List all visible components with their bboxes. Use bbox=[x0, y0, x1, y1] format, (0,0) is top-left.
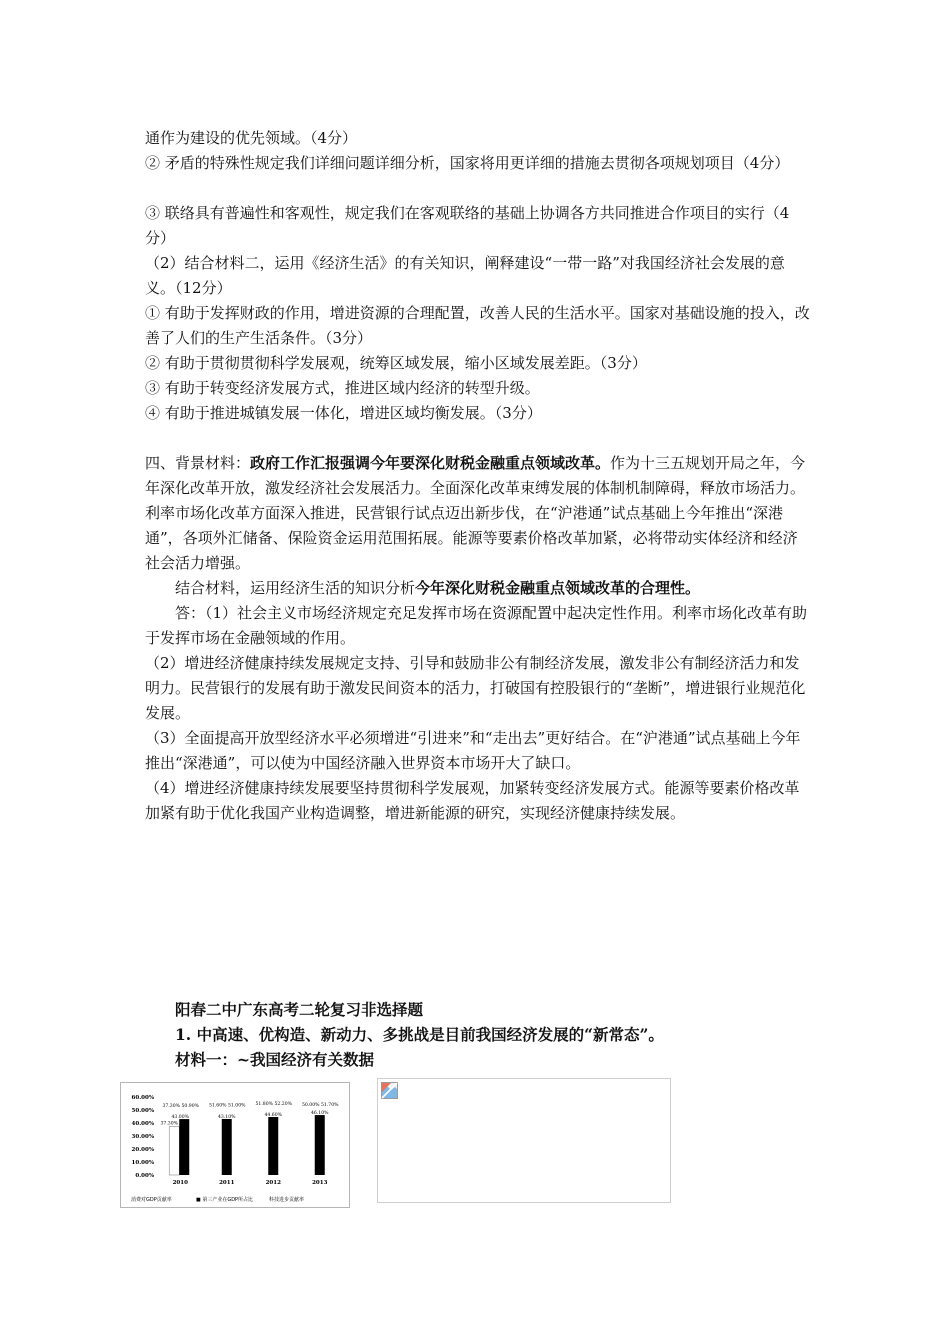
bar-series-2 bbox=[268, 1117, 278, 1175]
data-label: 37.30% bbox=[162, 1103, 181, 1109]
y-tick-label: 60.00% bbox=[131, 1095, 154, 1101]
question-1-title: 1. 中高速、优构造、新动力、多挑战是目前我国经济发展的“新常态”。 bbox=[175, 1025, 664, 1044]
data-label: 51.60% bbox=[208, 1103, 227, 1109]
legend-entry: 消费对GDP贡献率 bbox=[131, 1197, 172, 1203]
legend-entry: 科技进步贡献率 bbox=[269, 1197, 305, 1203]
text-line: ① 有助于发挥财政的作用，增进资源的合理配置，改善人民的生活水平。国家对基础设施的投入，改善了人们的生产生活条件。（3分） bbox=[145, 304, 810, 347]
section4-prefix: 四、背景材料： bbox=[145, 454, 251, 472]
text-line: 通作为建设的优先领域。（4分） bbox=[145, 129, 358, 147]
y-tick-label: 20.00% bbox=[131, 1147, 154, 1153]
data-label: 43.10% bbox=[217, 1114, 236, 1120]
answer-2: （2）增进经济健康持续发展规定支持、引导和鼓励非公有制经济发展，激发非公有制经济活力和发明力。民营银行的发展有助于激发民间资本的活力，打破国有控股银行的“垄断”，增进银行业规范化发展。 bbox=[145, 654, 806, 722]
material-1-title: 材料一：~我国经济有关数据 bbox=[175, 1050, 374, 1069]
data-label: 46.10% bbox=[310, 1111, 329, 1117]
section-title: 阳春二中广东高考二轮复习非选择题 bbox=[175, 1000, 424, 1019]
data-label: 50.00% bbox=[301, 1102, 320, 1108]
text-line: ② 矛盾的特殊性规定我们详细问题详细分析，国家将用更详细的措施去贯彻各项规划项目（4分） bbox=[145, 154, 790, 172]
data-label: 51.70% bbox=[320, 1102, 339, 1108]
data-label: 52.20% bbox=[274, 1102, 293, 1108]
bar-series-2 bbox=[222, 1119, 232, 1175]
text-line: （2）结合材料二，运用《经济生活》的有关知识，阐释建设“一带一路”对我国经济社会发展的意义。（12分） bbox=[145, 254, 785, 297]
text-line: ④ 有助于推进城镇发展一体化，增进区域均衡发展。（3分） bbox=[145, 404, 542, 422]
answer-3: （3）全面提高开放型经济水平必须增进“引进来”和“走出去”更好结合。在“沪港通”试点基础上今年推出“深港通”，可以使为中国经济融入世界资本市场开大了缺口。 bbox=[145, 729, 801, 772]
data-label: 37.30% bbox=[160, 1121, 179, 1127]
bar-chart-svg bbox=[121, 1083, 349, 1207]
answer-4: （4）增进经济健康持续发展要坚持贯彻科学发展观，加紧转变经济发展方式。能源等要素价格改革加紧有助于优化我国产业构造调整，增进新能源的研究，实现经济健康持续发展。 bbox=[145, 779, 800, 822]
data-label: 51.00% bbox=[227, 1103, 246, 1109]
data-label: 50.90% bbox=[181, 1103, 200, 1109]
y-tick-label: 40.00% bbox=[131, 1121, 154, 1127]
economic-data-chart bbox=[120, 1082, 350, 1208]
section4-rest: 作为十三五规划开局之年，今年深化改革开放，激发经济社会发展活力。全面深化改革束缚发展的体制机制障碍，释放市场活力。利率市场化改革方面深入推进，民营银行试点迈出新步伐，在“沪港通”试点基础上今年推出“深港通”，各项外汇储备、保险资金运用范围拓展。能源等要素价格改革加紧，必将带动实体经济和经济社会活力增强。 bbox=[145, 454, 806, 572]
data-label: 43.00% bbox=[171, 1115, 190, 1121]
x-tick-label: 2011 bbox=[219, 1180, 235, 1186]
y-tick-label: 0.00% bbox=[135, 1173, 154, 1179]
y-tick-label: 30.00% bbox=[131, 1134, 154, 1140]
data-label: 51.80% bbox=[255, 1102, 274, 1108]
text-line: ② 有助于贯彻贯彻科学发展观，统筹区域发展，缩小区域发展差距。（3分） bbox=[145, 354, 647, 372]
text-line: ③ 联络具有普遍性和客观性，规定我们在客观联络的基础上协调各方共同推进合作项目的实行（4分） bbox=[145, 204, 790, 247]
bar-series-2 bbox=[179, 1119, 189, 1175]
bar-series-2 bbox=[315, 1115, 325, 1175]
broken-image-icon bbox=[381, 1082, 398, 1099]
section4-background bbox=[145, 451, 810, 576]
x-tick-label: 2010 bbox=[172, 1180, 188, 1186]
bar-series-1 bbox=[169, 1127, 179, 1175]
question-text: 结合材料，运用经济生活的知识分析 bbox=[175, 579, 416, 597]
data-label: 44.60% bbox=[264, 1113, 283, 1119]
image-placeholder bbox=[377, 1078, 671, 1203]
section4-question bbox=[145, 576, 810, 601]
text-line: ③ 有助于转变经济发展方式，推进区域内经济的转型升级。 bbox=[145, 379, 540, 397]
question-bold-text: 今年深化财税金融重点领域改革的合理性。 bbox=[415, 579, 701, 597]
x-tick-label: 2012 bbox=[265, 1180, 281, 1186]
y-tick-label: 10.00% bbox=[131, 1160, 154, 1166]
answer-1: 答：（1）社会主义市场经济规定充足发挥市场在资源配置中起决定性作用。利率市场化改革有助于发挥市场在金融领域的作用。 bbox=[145, 604, 808, 647]
x-tick-label: 2013 bbox=[312, 1180, 328, 1186]
section4-bold-statement: 政府工作汇报强调今年要深化财税金融重点领域改革。 bbox=[250, 454, 611, 472]
y-tick-label: 50.00% bbox=[131, 1108, 154, 1114]
legend-entry: ■ 第三产业在GDP所占比 bbox=[196, 1197, 254, 1203]
